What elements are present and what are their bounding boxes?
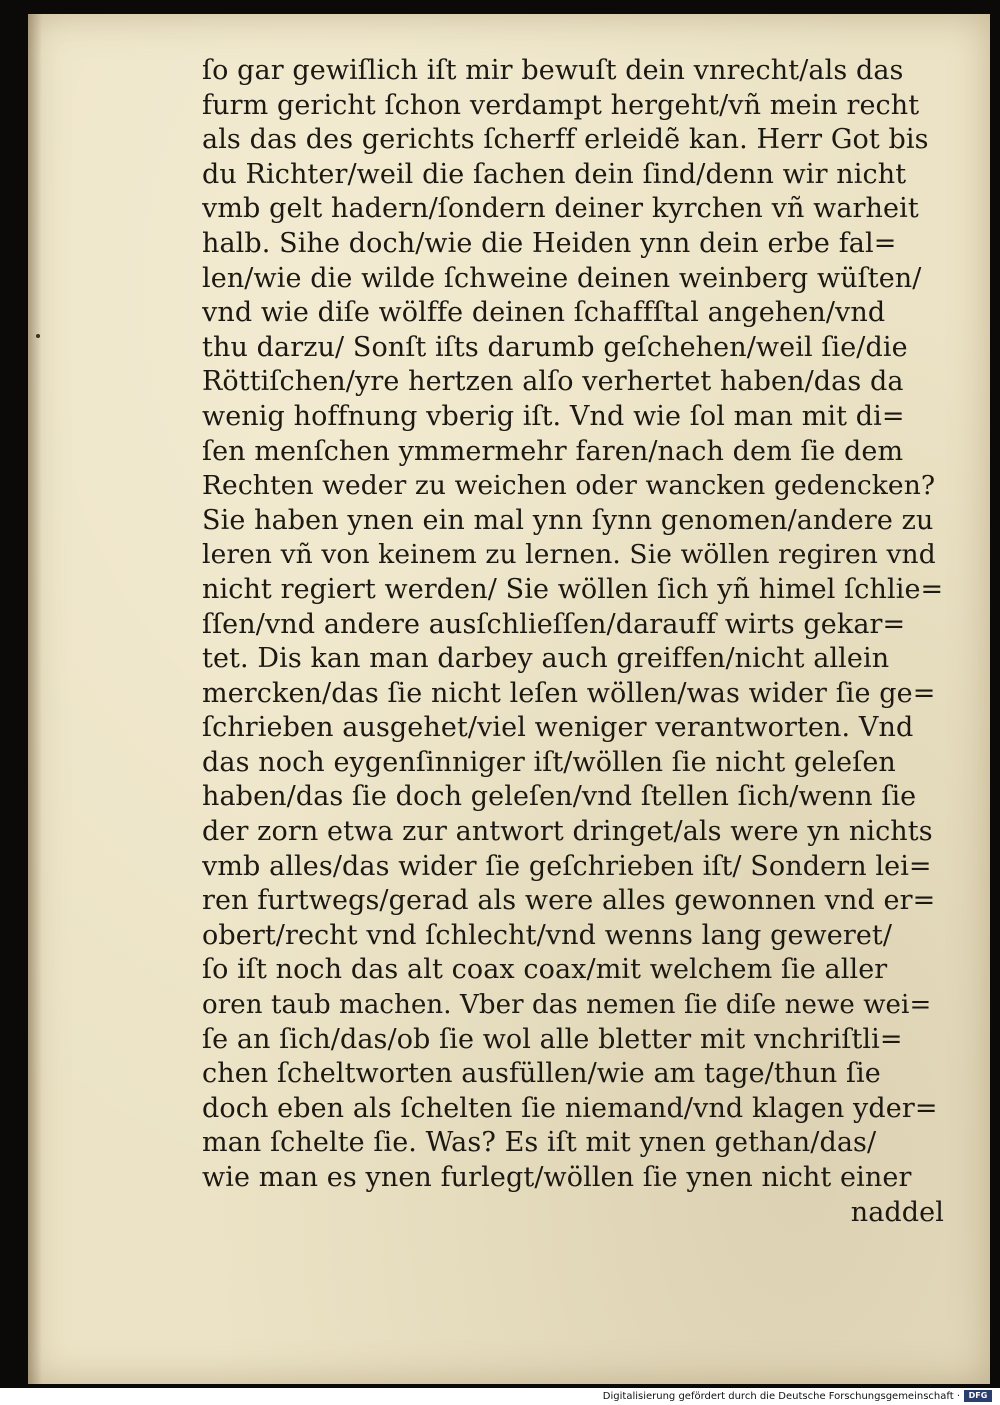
text-line: ren furtwegs/gerad als were alles gewonnen vnd er=: [202, 885, 936, 917]
text-line: das noch eygenſinniger iſt/wöllen ſie nicht geleſen: [202, 746, 896, 778]
text-line: man ſchelte ſie. Was? Es iſt mit ynen gethan/das/: [202, 1127, 877, 1159]
text-line: ſo gar gewiſlich iſt mir bewuſt dein vnrecht/als das: [202, 55, 904, 86]
text-line: tet. Dis kan man darbey auch greiffen/nicht allein: [202, 643, 890, 675]
text-line: Sie haben ynen ein mal ynn ſynn genomen/andere zu: [202, 504, 934, 536]
text-line: haben/das ſie doch geleſen/vnd ſtellen ſich/wenn ſie: [202, 781, 917, 813]
text-line: leren vñ von keinem zu lernen. Sie wöllen regiren vnd: [202, 539, 936, 571]
text-line: wenig hoffnung vberig iſt. Vnd wie ſol man mit di=: [202, 400, 905, 432]
text-line: vmb gelt hadern/ſondern deiner kyrchen vñ warheit: [202, 193, 919, 225]
text-line: ſſen/vnd andere ausſchlieſſen/darauff wirts gekar=: [202, 608, 906, 640]
text-line: als das des gerichts ſcherff erleidẽ kan. Herr Got bis: [202, 124, 929, 156]
text-line: obert/recht vnd ſchlecht/vnd wenns lang geweret/: [202, 919, 893, 951]
ink-speck: [36, 334, 40, 338]
text-line: doch eben als ſchelten ſie niemand/vnd klagen yder=: [202, 1092, 938, 1124]
text-line: der zorn etwa zur antwort dringet/als were yn nichts: [202, 816, 933, 848]
text-line: wie man es ynen furlegt/wöllen ſie ynen nicht einer: [202, 1162, 912, 1193]
text-line: Rechten weder zu weichen oder wancken gedencken?: [202, 470, 936, 502]
text-line: mercken/das ſie nicht leſen wöllen/was wider ſie ge=: [202, 677, 936, 709]
text-line: naddel: [850, 1196, 944, 1228]
text-line: oren taub machen. Vber das nemen ſie diſe newe wei=: [202, 990, 932, 1021]
text-line: ſo iſt noch das alt coax coax/mit welchem ſie aller: [202, 954, 888, 986]
text-line: nicht regiert werden/ Sie wöllen ſich yñ himel ſchlie=: [202, 573, 944, 605]
text-line: ſchrieben ausgehet/viel weniger verantworten. Vnd: [202, 712, 914, 744]
text-line: furm gericht ſchon verdampt hergeht/vñ mein recht: [202, 89, 920, 121]
gutter-shadow: [28, 14, 42, 1384]
footer-bar: [0, 1388, 1000, 1405]
page-text: [202, 54, 944, 1230]
funding-notice: Digitalisierung gefördert durch die Deutsche Forschungsgemeinschaft ·: [602, 1391, 960, 1402]
text-line: Röttiſchen/yre hertzen alſo verhertet haben/das da: [202, 366, 904, 398]
dfg-logo: DFG: [964, 1390, 992, 1402]
text-line: du Richter/weil die ſachen dein ſind/denn wir nicht: [202, 158, 907, 190]
text-line: vnd wie diſe wölffe deinen ſchaffſtal angehen/vnd: [202, 297, 886, 329]
text-line: ſe an ſich/das/ob ſie wol alle bletter mit vnchriſtli=: [202, 1023, 903, 1055]
text-line: len/wie die wilde ſchweine deinen weinberg wüſten/: [202, 262, 922, 294]
text-line: chen ſcheltworten ausfüllen/wie am tage/thun ſie: [202, 1058, 881, 1090]
text-line: halb. Sihe doch/wie die Heiden ynn dein erbe fal=: [202, 227, 897, 259]
text-line: ſen menſchen ymmermehr faren/nach dem ſie dem: [202, 435, 904, 467]
text-line: vmb alles/das wider ſie geſchrieben iſt/ Sondern lei=: [202, 850, 932, 882]
text-line: thu darzu/ Sonſt iſts darumb geſchehen/weil ſie/die: [202, 331, 908, 363]
